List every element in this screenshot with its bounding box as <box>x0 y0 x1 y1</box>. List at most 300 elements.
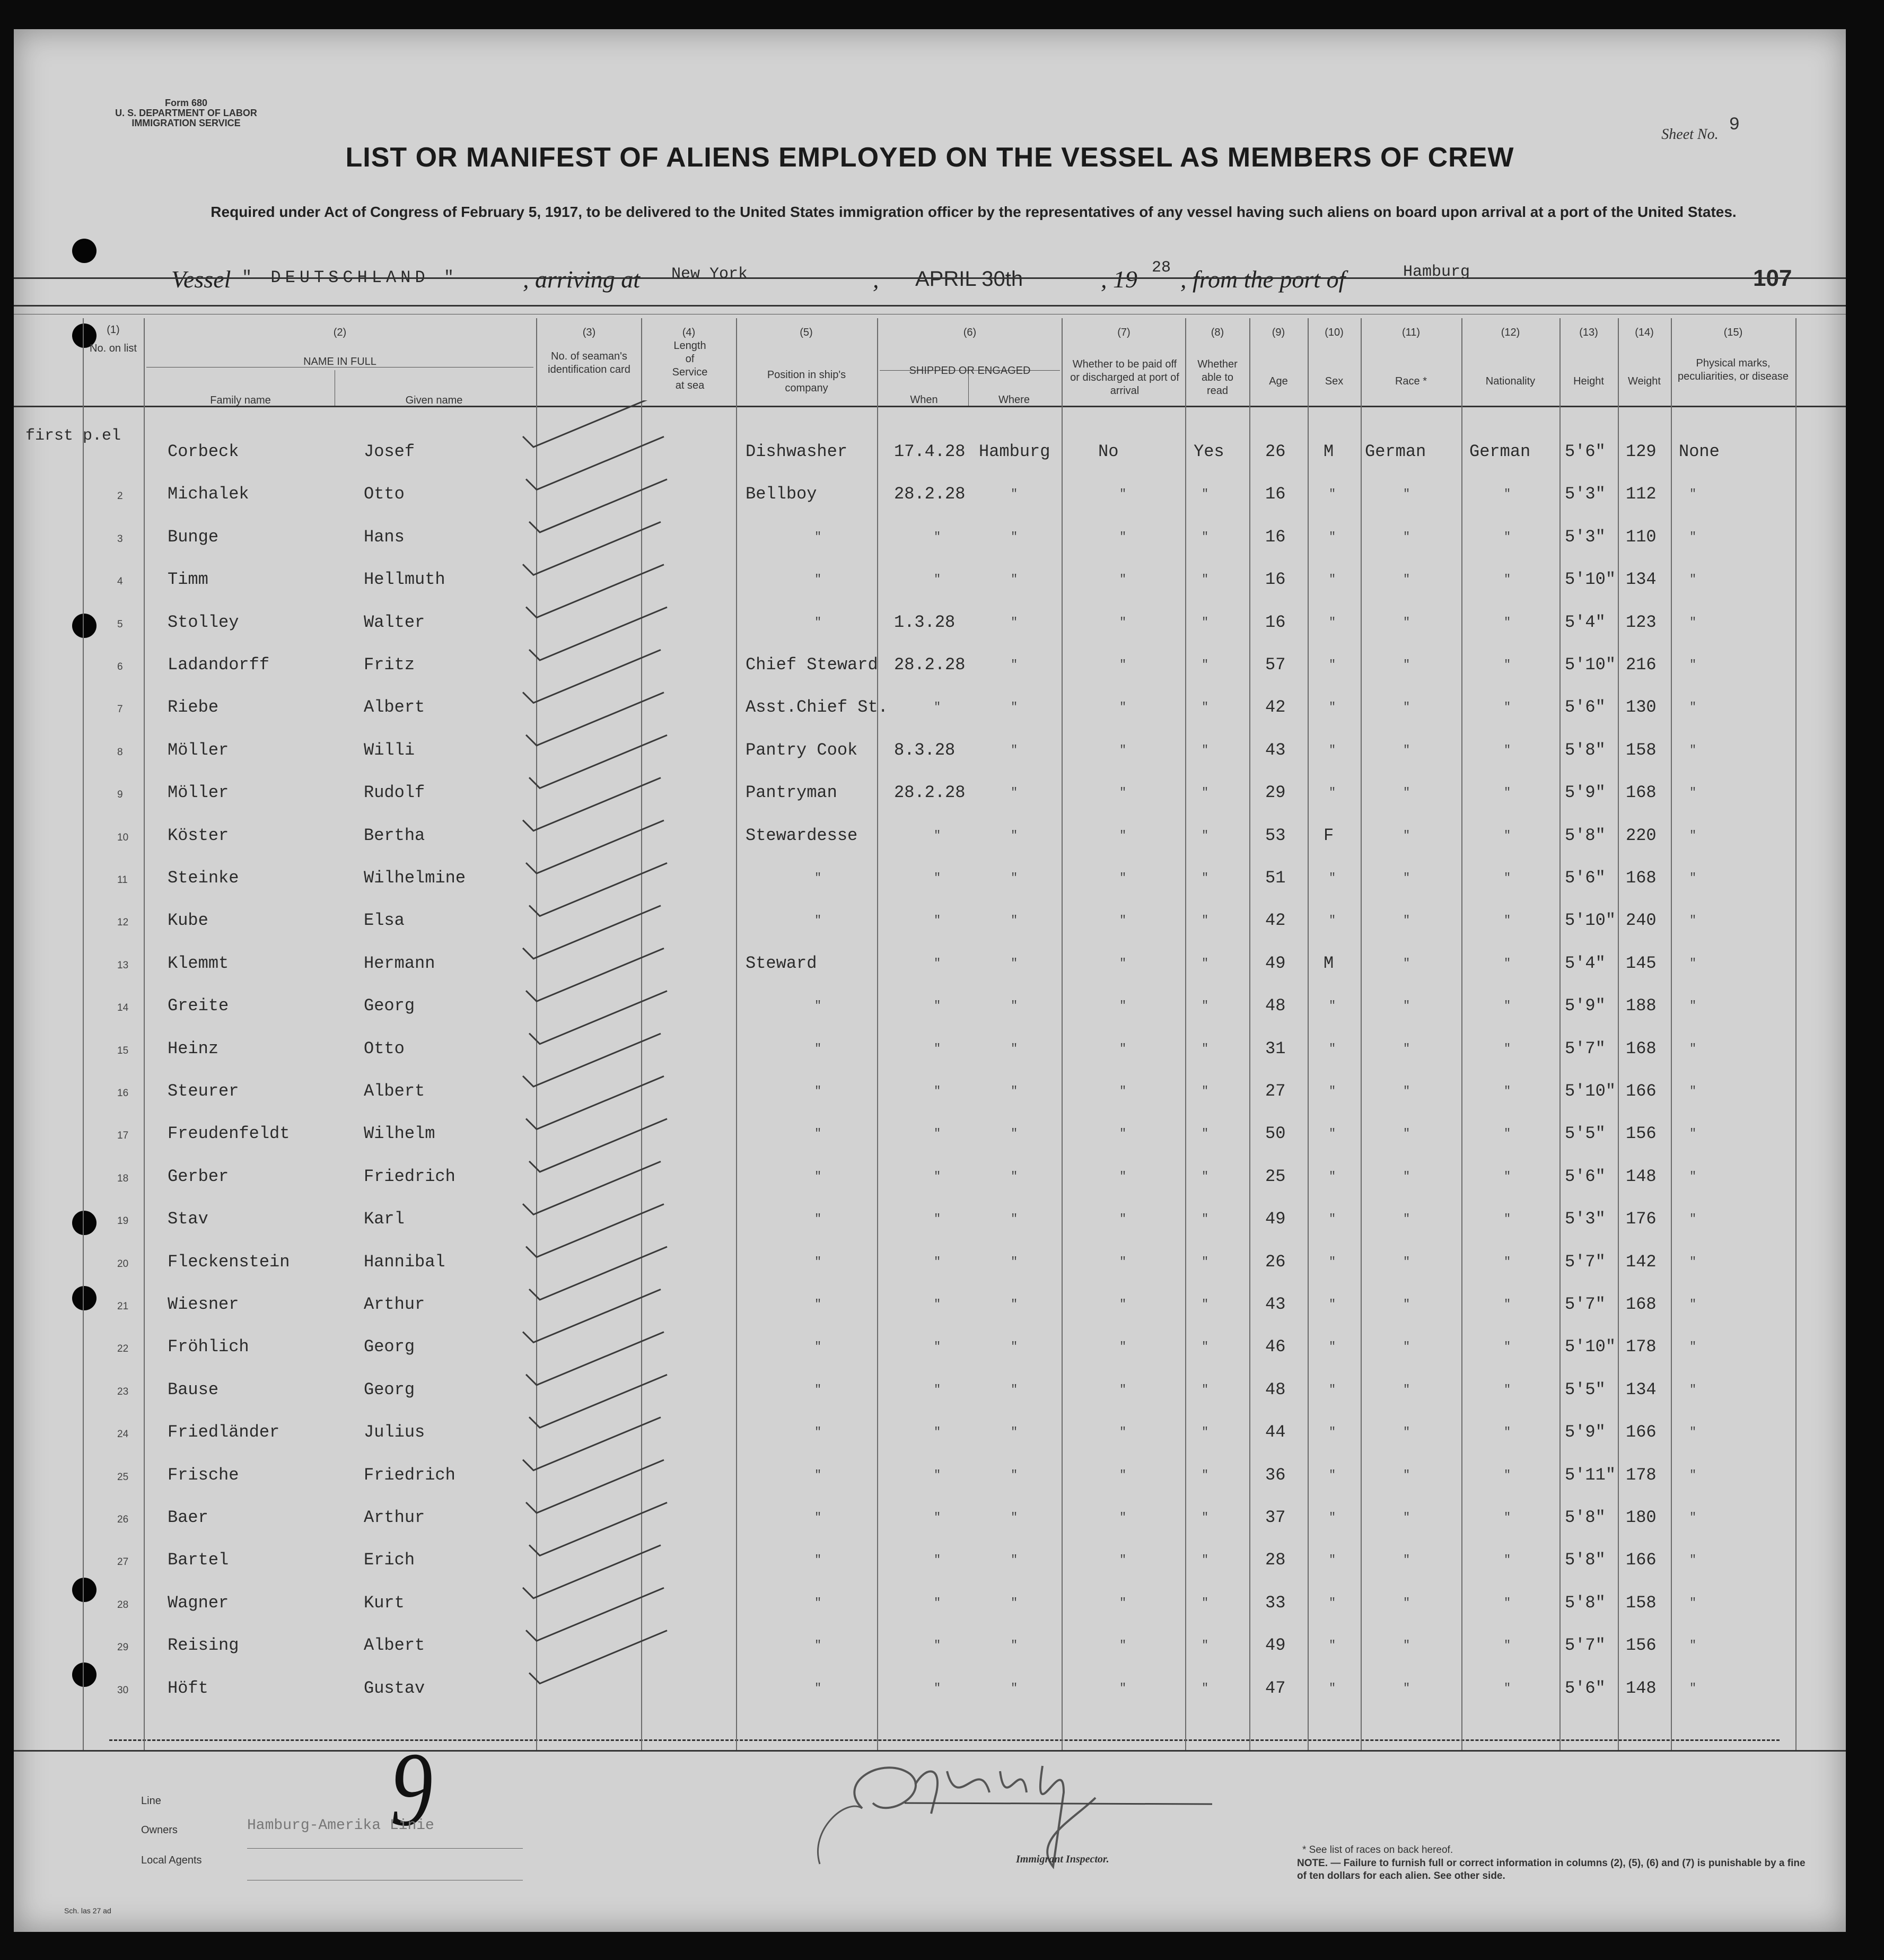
ditto-mark: " <box>1329 658 1336 671</box>
ditto-mark: " <box>1202 1596 1209 1609</box>
ditto-mark: " <box>1403 786 1410 800</box>
ditto-mark: " <box>934 1553 941 1567</box>
cell-no: 24 <box>117 1429 129 1440</box>
cell-no: 11 <box>117 874 128 886</box>
ditto-mark: " <box>1403 743 1410 757</box>
cell-no: 17 <box>117 1130 129 1142</box>
check-mark <box>523 1034 661 1087</box>
ditto-mark: " <box>814 1596 822 1609</box>
cell-family: Greite <box>168 996 229 1016</box>
owners-label: Owners <box>141 1824 178 1836</box>
ditto-mark: " <box>1329 1468 1336 1482</box>
cell-no: 4 <box>117 576 123 588</box>
ditto-mark: " <box>1403 1340 1410 1354</box>
ditto-mark: " <box>934 914 941 928</box>
cell-height: 5'7" <box>1565 1294 1606 1314</box>
ditto-mark: " <box>1504 871 1511 885</box>
cell-given: Albert <box>364 697 425 718</box>
cell-weight: 166 <box>1626 1550 1657 1570</box>
inspector-label: Immigrant Inspector. <box>1016 1853 1109 1865</box>
check-mark <box>523 1161 661 1214</box>
ditto-mark: " <box>1329 1639 1336 1652</box>
cell-family: Köster <box>168 825 229 845</box>
ditto-mark: " <box>934 1468 941 1482</box>
cell-age: 57 <box>1265 655 1286 675</box>
ditto-mark: " <box>1202 1382 1209 1396</box>
cell-weight: 220 <box>1626 825 1657 845</box>
cell-family: Riebe <box>168 697 219 718</box>
col-5-number: (5) <box>800 327 813 338</box>
cell-no: 6 <box>117 661 123 672</box>
cell-weight: 176 <box>1626 1209 1657 1229</box>
cell-age: 48 <box>1265 1379 1286 1399</box>
ditto-mark: " <box>1689 914 1697 928</box>
cell-sex: F <box>1324 825 1334 845</box>
ditto-mark: " <box>1119 1425 1127 1439</box>
form-number <box>107 98 266 128</box>
cell-no: 9 <box>117 789 123 801</box>
col-header-physical-marks: Physical marks, peculiarities, or disease <box>1678 357 1789 382</box>
cell-family: Frische <box>168 1465 239 1485</box>
cell-age: 47 <box>1265 1678 1286 1698</box>
ditto-mark: " <box>1403 1681 1410 1695</box>
cell-sex: M <box>1324 953 1334 973</box>
page-title: LIST OR MANIFEST OF ALIENS EMPLOYED ON THE VESSEL AS MEMBERS OF CREW <box>345 142 1514 173</box>
col-header-nationality: Nationality <box>1485 375 1536 387</box>
ditto-mark: " <box>934 1127 941 1141</box>
ditto-mark: " <box>814 1084 822 1098</box>
cell-height: 5'8" <box>1565 1508 1606 1527</box>
cell-given: Erich <box>364 1550 415 1570</box>
cell-weight: 168 <box>1626 868 1657 888</box>
ditto-mark: " <box>1119 1340 1127 1354</box>
ditto-mark: " <box>1689 1425 1697 1439</box>
ditto-mark: " <box>1689 786 1697 800</box>
check-mark <box>523 1545 661 1598</box>
cell-no: 30 <box>117 1684 129 1696</box>
col-15-number: (15) <box>1723 327 1743 338</box>
ditto-mark: " <box>1202 1084 1209 1098</box>
cell-height: 5'10" <box>1565 570 1616 590</box>
cell-no: 5 <box>117 618 123 630</box>
cell-nat: German <box>1469 442 1531 461</box>
col-line <box>1361 318 1362 1750</box>
ditto-mark: " <box>1403 1596 1410 1609</box>
cell-height: 5'8" <box>1565 1592 1606 1613</box>
cell-given: Elsa <box>364 911 405 931</box>
check-mark <box>526 1460 664 1513</box>
cell-height: 5'3" <box>1565 484 1606 504</box>
local-agents-label: Local Agents <box>141 1854 202 1866</box>
check-mark <box>526 693 664 746</box>
ditto-mark: " <box>814 1169 822 1183</box>
check-mark <box>529 1631 667 1684</box>
ditto-mark: " <box>1403 1425 1410 1439</box>
ditto-mark: " <box>1329 1042 1336 1055</box>
col-4-number: (4) <box>682 327 696 338</box>
cell-height: 5'9" <box>1565 1422 1606 1442</box>
cell-age: 26 <box>1265 1252 1286 1272</box>
col-10-number: (10) <box>1325 327 1344 338</box>
cell-race: German <box>1365 442 1426 461</box>
cell-no: 20 <box>117 1258 129 1270</box>
check-mark <box>529 863 667 916</box>
ditto-mark: " <box>1504 956 1511 970</box>
cell-weight: 188 <box>1626 996 1657 1016</box>
ditto-mark: " <box>1119 786 1127 800</box>
cell-family: Stav <box>168 1209 208 1229</box>
cell-family: Baer <box>168 1508 208 1527</box>
ditto-mark: " <box>1202 1511 1209 1524</box>
ditto-mark: " <box>1119 1212 1127 1226</box>
ditto-mark: " <box>1011 999 1018 1013</box>
cell-weight: 110 <box>1626 527 1657 547</box>
cell-age: 37 <box>1265 1508 1286 1527</box>
check-mark <box>526 436 664 489</box>
cell-age: 16 <box>1265 484 1286 504</box>
ditto-mark: " <box>1403 1553 1410 1567</box>
ditto-mark: " <box>1202 1042 1209 1055</box>
col-3-number: (3) <box>582 327 596 338</box>
ditto-mark: " <box>1329 1681 1336 1695</box>
ditto-mark: " <box>1403 914 1410 928</box>
cell-position: Chief Steward <box>746 655 878 675</box>
cell-age: 43 <box>1265 740 1286 760</box>
cell-read: Yes <box>1194 442 1224 461</box>
col-line <box>1308 318 1309 1750</box>
cell-given: Hermann <box>364 953 435 973</box>
cell-age: 53 <box>1265 825 1286 845</box>
cell-no: 19 <box>117 1215 129 1227</box>
cell-weight: 178 <box>1626 1465 1657 1485</box>
ditto-mark: " <box>1403 1298 1410 1311</box>
cell-height: 5'6" <box>1565 868 1606 888</box>
ditto-mark: " <box>814 1468 822 1482</box>
ditto-mark: " <box>934 1425 941 1439</box>
cell-family: Michalek <box>168 484 249 504</box>
table-top-rule <box>14 305 1846 307</box>
ditto-mark: " <box>1403 487 1410 501</box>
cell-weight: 134 <box>1626 1379 1657 1399</box>
ditto-mark: " <box>814 1639 822 1652</box>
col-line <box>144 318 145 1750</box>
cell-height: 5'6" <box>1565 1678 1606 1698</box>
ditto-mark: " <box>1011 1468 1018 1482</box>
ditto-mark: " <box>1011 828 1018 842</box>
col-line <box>1559 318 1561 1750</box>
ditto-mark: " <box>934 1596 941 1609</box>
punch-hole <box>72 1662 97 1687</box>
ditto-mark: " <box>1689 530 1697 544</box>
cell-weight: 178 <box>1626 1337 1657 1357</box>
cell-age: 31 <box>1265 1038 1286 1058</box>
cell-given: Bertha <box>364 825 425 845</box>
col-line <box>1461 318 1462 1750</box>
ditto-mark: " <box>1329 1382 1336 1396</box>
ditto-mark: " <box>1689 743 1697 757</box>
col-header-sex: Sex <box>1325 375 1344 387</box>
ditto-mark: " <box>1202 530 1209 544</box>
cell-family: Klemmt <box>168 953 229 973</box>
cell-position: Bellboy <box>746 484 817 504</box>
check-mark <box>523 522 661 575</box>
ditto-mark: " <box>1329 1212 1336 1226</box>
cell-when: 1.3.28 <box>894 612 956 632</box>
cell-age: 26 <box>1265 442 1286 461</box>
owners-value: Hamburg-Amerika Linie <box>247 1817 434 1834</box>
ditto-mark: " <box>1202 999 1209 1013</box>
cell-height: 5'6" <box>1565 697 1606 718</box>
ditto-mark: " <box>1119 615 1127 629</box>
cell-given: Rudolf <box>364 783 425 803</box>
ditto-mark: " <box>1329 914 1336 928</box>
cell-given: Albert <box>364 1635 425 1656</box>
col-header-no-on-list: No. on list <box>90 343 137 354</box>
col-12-number: (12) <box>1501 327 1520 338</box>
ditto-mark: " <box>1202 1169 1209 1183</box>
ditto-mark: " <box>1504 1596 1511 1609</box>
ditto-mark: " <box>1689 1127 1697 1141</box>
ditto-mark: " <box>1119 1127 1127 1141</box>
ditto-mark: " <box>1119 1169 1127 1183</box>
ditto-mark: " <box>814 1212 822 1226</box>
cell-family: Wagner <box>168 1592 229 1613</box>
ditto-mark: " <box>1011 786 1018 800</box>
ditto-mark: " <box>1329 615 1336 629</box>
ditto-mark: " <box>814 914 822 928</box>
ditto-mark: " <box>1403 615 1410 629</box>
manifest-sheet <box>14 29 1846 1932</box>
col-header-position: Position in ship's company <box>767 369 846 394</box>
cell-weight: 129 <box>1626 442 1657 461</box>
inspector-signature <box>756 1734 1233 1872</box>
col-line <box>83 318 84 1750</box>
ditto-mark: " <box>1689 658 1697 671</box>
cell-weight: 158 <box>1626 740 1657 760</box>
col-header-paid-off: Whether to be paid off or discharged at port of arrival <box>1070 358 1179 397</box>
col-2-number: (2) <box>333 327 347 338</box>
cell-age: 16 <box>1265 570 1286 590</box>
ditto-mark: " <box>1011 615 1018 629</box>
punch-hole <box>72 1578 97 1602</box>
large-handwritten-number: 9 <box>390 1731 433 1848</box>
check-mark <box>523 778 661 831</box>
ditto-mark: " <box>1202 1340 1209 1354</box>
ditto-mark: " <box>814 573 822 587</box>
cell-height: 5'4" <box>1565 612 1606 632</box>
cell-height: 5'5" <box>1565 1379 1606 1399</box>
check-mark <box>529 735 667 788</box>
ditto-mark: " <box>1202 1212 1209 1226</box>
ditto-mark: " <box>1403 701 1410 714</box>
header-rule <box>14 277 1846 279</box>
cell-weight: 240 <box>1626 911 1657 931</box>
check-mark <box>529 1119 667 1172</box>
ditto-mark: " <box>934 1639 941 1652</box>
cell-family: Steinke <box>168 868 239 888</box>
ditto-mark: " <box>1011 658 1018 671</box>
ditto-mark: " <box>1689 1169 1697 1183</box>
ditto-mark: " <box>1202 828 1209 842</box>
cell-given: Arthur <box>364 1508 425 1527</box>
ditto-mark: " <box>1504 1169 1511 1183</box>
cell-height: 5'9" <box>1565 783 1606 803</box>
ditto-mark: " <box>1329 1298 1336 1311</box>
ditto-mark: " <box>1011 1596 1018 1609</box>
cell-given: Georg <box>364 1379 415 1399</box>
cell-when: 28.2.28 <box>894 783 966 803</box>
col-header-weight: Weight <box>1628 375 1661 387</box>
ditto-mark: " <box>1689 1255 1697 1268</box>
ditto-mark: " <box>1202 1127 1209 1141</box>
cell-given: Albert <box>364 1081 425 1101</box>
check-mark <box>529 607 667 660</box>
cell-family: Heinz <box>168 1038 219 1058</box>
col-header-age: Age <box>1269 375 1288 387</box>
col-line <box>1618 318 1619 1750</box>
cell-height: 5'10" <box>1565 1337 1616 1357</box>
cell-age: 51 <box>1265 868 1286 888</box>
ditto-mark: " <box>814 1553 822 1567</box>
cell-no: 26 <box>117 1514 129 1525</box>
cell-age: 42 <box>1265 697 1286 718</box>
ditto-mark: " <box>1011 701 1018 714</box>
ditto-mark: " <box>1689 828 1697 842</box>
ditto-mark: " <box>1504 1042 1511 1055</box>
ditto-mark: " <box>1504 786 1511 800</box>
cell-height: 5'5" <box>1565 1124 1606 1144</box>
ditto-mark: " <box>1403 573 1410 587</box>
check-mark <box>526 948 664 1001</box>
cell-weight: 166 <box>1626 1422 1657 1442</box>
ditto-mark: " <box>814 530 822 544</box>
cell-no: 10 <box>117 832 129 843</box>
ditto-mark: " <box>1403 956 1410 970</box>
ditto-mark: " <box>1329 1169 1336 1183</box>
cell-family: Fleckenstein <box>168 1252 290 1272</box>
col-13-number: (13) <box>1579 327 1598 338</box>
cell-family: Wiesner <box>168 1294 239 1314</box>
col-header-id-card: No. of seaman's identification card <box>548 351 630 375</box>
cell-given: Walter <box>364 612 425 632</box>
ditto-mark: " <box>934 1681 941 1695</box>
races-note: * See list of races on back hereof. <box>1302 1844 1453 1856</box>
ditto-mark: " <box>1119 1511 1127 1524</box>
cell-position: Pantryman <box>746 783 837 803</box>
cell-height: 5'8" <box>1565 1550 1606 1570</box>
cell-family: Friedländer <box>168 1422 280 1442</box>
ditto-mark: " <box>1119 1553 1127 1567</box>
cell-given: Wilhelmine <box>364 868 466 888</box>
ditto-mark: " <box>1011 1340 1018 1354</box>
cell-family: Steurer <box>168 1081 239 1101</box>
punch-hole <box>72 614 97 638</box>
cell-no: 18 <box>117 1172 129 1184</box>
ditto-mark: " <box>934 1255 941 1268</box>
ditto-mark: " <box>1403 871 1410 885</box>
check-mark <box>526 565 664 618</box>
col-line <box>1671 318 1672 1750</box>
col-header-name: NAME IN FULL <box>303 356 376 368</box>
cell-age: 33 <box>1265 1592 1286 1613</box>
cell-family: Möller <box>168 740 229 760</box>
ditto-mark: " <box>1202 956 1209 970</box>
ditto-mark: " <box>1202 1681 1209 1695</box>
ditto-mark: " <box>1504 999 1511 1013</box>
ditto-mark: " <box>1403 530 1410 544</box>
cell-no: 8 <box>117 746 123 758</box>
cell-weight: 123 <box>1626 612 1657 632</box>
cell-height: 5'8" <box>1565 740 1606 760</box>
col-6-number: (6) <box>963 327 977 338</box>
cell-age: 16 <box>1265 527 1286 547</box>
penalty-note: NOTE. — Failure to furnish full or correct information in columns (2), (5), (6) and (7) is punishable by a fine of ten dollars for each alien. See other side. <box>1297 1858 1806 1882</box>
cell-when: 28.2.28 <box>894 484 966 504</box>
cell-family: Ladandorff <box>168 655 270 675</box>
cell-height: 5'7" <box>1565 1635 1606 1656</box>
cell-weight: 148 <box>1626 1678 1657 1698</box>
ditto-mark: " <box>1202 914 1209 928</box>
col-header-given-name: Given name <box>405 395 463 406</box>
ditto-mark: " <box>1689 1681 1697 1695</box>
cell-weight: 134 <box>1626 570 1657 590</box>
ditto-mark: " <box>1329 1084 1336 1098</box>
ditto-mark: " <box>1329 1127 1336 1141</box>
cell-when: 28.2.28 <box>894 655 966 675</box>
ditto-mark: " <box>1119 573 1127 587</box>
form-id: Form 680 <box>164 98 208 108</box>
check-mark <box>529 1502 667 1555</box>
ditto-mark: " <box>1011 487 1018 501</box>
ditto-mark: " <box>1504 1255 1511 1268</box>
cell-given: Georg <box>364 996 415 1016</box>
cell-weight: 158 <box>1626 1592 1657 1613</box>
cell-age: 25 <box>1265 1166 1286 1186</box>
cell-family: Bartel <box>168 1550 229 1570</box>
ditto-mark: " <box>1202 1425 1209 1439</box>
ditto-mark: " <box>934 999 941 1013</box>
ditto-mark: " <box>1011 1553 1018 1567</box>
ditto-mark: " <box>1504 1425 1511 1439</box>
vessel-label: Vessel <box>171 266 231 293</box>
cell-marks: None <box>1679 442 1720 461</box>
cell-height: 5'7" <box>1565 1038 1606 1058</box>
ditto-mark: " <box>1119 1084 1127 1098</box>
cell-no: 25 <box>117 1471 129 1483</box>
ditto-mark: " <box>1011 1212 1018 1226</box>
ditto-mark: " <box>1689 1639 1697 1652</box>
cell-weight: 112 <box>1626 484 1657 504</box>
cell-given: Hans <box>364 527 405 547</box>
col-line <box>1795 318 1797 1750</box>
check-mark <box>523 906 661 959</box>
printer-mark: Sch. las 27 ad <box>64 1906 111 1915</box>
ditto-mark: " <box>814 1382 822 1396</box>
ditto-mark: " <box>1504 530 1511 544</box>
ditto-mark: " <box>1202 1639 1209 1652</box>
ditto-mark: " <box>1689 1596 1697 1609</box>
ditto-mark: " <box>1504 1382 1511 1396</box>
ditto-mark: " <box>1202 1255 1209 1268</box>
ditto-mark: " <box>1202 1553 1209 1567</box>
ditto-mark: " <box>1202 658 1209 671</box>
ditto-mark: " <box>1119 1681 1127 1695</box>
cell-given: Julius <box>364 1422 425 1442</box>
check-mark <box>523 1418 661 1471</box>
cell-height: 5'9" <box>1565 996 1606 1016</box>
ditto-mark: " <box>814 1340 822 1354</box>
cell-weight: 130 <box>1626 697 1657 718</box>
